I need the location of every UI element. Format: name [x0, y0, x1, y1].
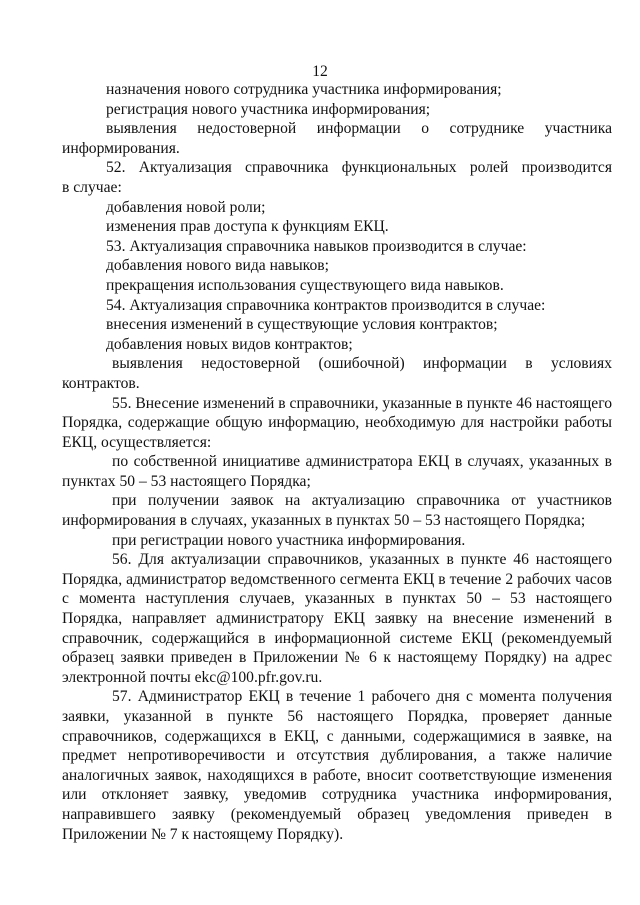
- paragraph: в случае:: [62, 178, 122, 196]
- document-body: [62, 80, 612, 844]
- paragraph: добавления нового вида навыков;: [106, 257, 329, 275]
- paragraph: 56. Для актуализации справочников, указанных в пункте 46 настоящего Порядка, администратор ведомственного сегмента ЕКЦ в течение 2 рабочих часов с момента наступления случаев, указанных в пунктах 50 – 53 настоящего Порядка, направляет администратору ЕКЦ заявку на внесение изменений в справочник, содержащийся в информационной системе ЕКЦ (рекомендуемый образец заявки приведен в Приложении № 6 к настоящему Порядку) на адрес электронной почты ekc@100.pfr.gov.ru.: [62, 551, 612, 686]
- paragraph: выявления недостоверной информации о сотруднике участника: [106, 120, 612, 138]
- page-number: 12: [312, 63, 328, 80]
- paragraph: добавления новой роли;: [106, 198, 266, 216]
- paragraph: 55. Внесение изменений в справочники, указанные в пункте 46 настоящего Порядка, содержащие общую информацию, необходимую для настройки работы ЕКЦ, осуществляется:: [62, 394, 612, 451]
- paragraph: при получении заявок на актуализацию справочника от участников информирования в случаях, указанных в пунктах 50 – 53 настоящего Порядка;: [62, 492, 612, 530]
- paragraph: 52. Актуализация справочника функциональных ролей производится: [106, 159, 612, 177]
- paragraph: изменения прав доступа к функциям ЕКЦ.: [106, 218, 389, 236]
- paragraph: по собственной инициативе администратора ЕКЦ в случаях, указанных в пунктах 50 – 53 настоящего Порядка;: [62, 453, 612, 490]
- paragraph: при регистрации нового участника информирования.: [112, 531, 466, 549]
- paragraph: информирования.: [62, 139, 180, 157]
- paragraph: 57. Администратор ЕКЦ в течение 1 рабочего дня с момента получения заявки, указанной в пункте 56 настоящего Порядка, проверяет данные справочников, содержащихся в ЕКЦ, с данными, содержащимися в заявке, на предмет непротиворечивости и отсутствия дублирования, а также наличие аналогичных заявок, находящихся в работе, вносит соответствующие изменения или отклоняет заявку, уведомив сотрудника участника информирования, направившего заявку (рекомендуемый образец уведомления приведен в Приложении № 7 к настоящему Порядку).: [62, 688, 612, 843]
- paragraph: добавления новых видов контрактов;: [106, 335, 353, 353]
- paragraph: внесения изменений в существующие условия контрактов;: [106, 316, 498, 334]
- paragraph: 54. Актуализация справочника контрактов производится в случае:: [106, 296, 546, 314]
- paragraph: 53. Актуализация справочника навыков производится в случае:: [106, 237, 527, 255]
- paragraph: регистрация нового участника информирования;: [106, 100, 431, 118]
- paragraph: прекращения использования существующего вида навыков.: [106, 276, 504, 294]
- paragraph: выявления недостоверной (ошибочной) информации в условиях контрактов.: [62, 355, 612, 392]
- paragraph: назначения нового сотрудника участника информирования;: [106, 81, 502, 98]
